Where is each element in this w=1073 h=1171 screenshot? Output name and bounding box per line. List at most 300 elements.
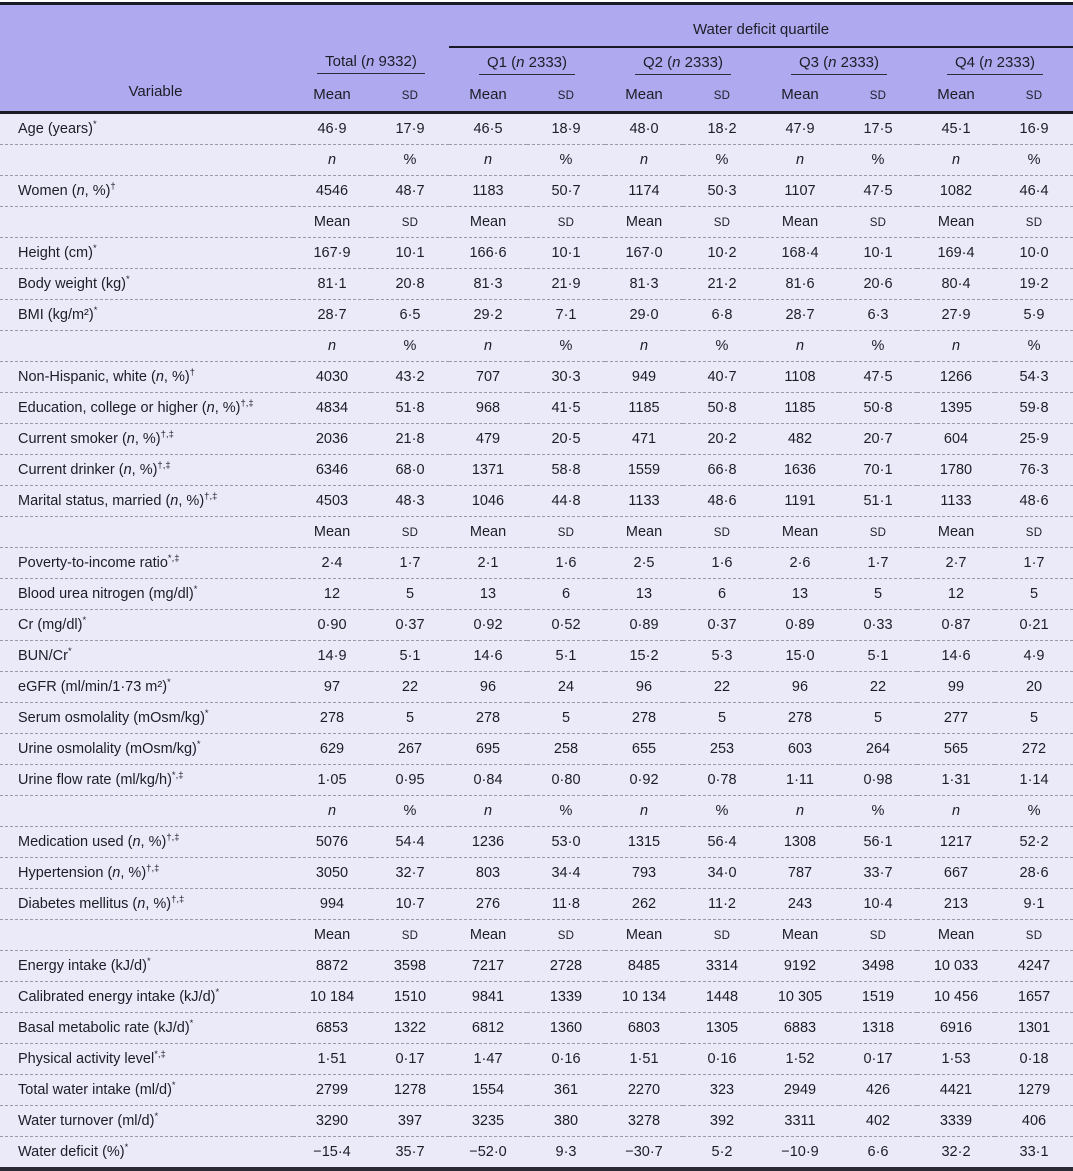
cell-value: 258 <box>553 741 579 757</box>
footnote-marker: * <box>124 1142 129 1154</box>
cell-value: 20·6 <box>863 276 893 292</box>
cell-value: 10·1 <box>551 245 581 261</box>
row-label: Current drinker (n, %)†,‡ <box>18 460 171 478</box>
cell-value: 1519 <box>861 989 895 1005</box>
cell-value: 32·2 <box>941 1144 971 1160</box>
cell-value: 1·7 <box>399 555 421 571</box>
cell-value: 0·33 <box>863 617 893 633</box>
cell-value: 22 <box>713 679 731 695</box>
cell-value: 0·92 <box>629 772 659 788</box>
cell-value: 48·3 <box>395 493 425 509</box>
cell-value: 0·16 <box>707 1051 737 1067</box>
table-row <box>0 641 1073 672</box>
cell-value: 1191 <box>784 493 816 509</box>
cell-value: 5 <box>1029 710 1039 726</box>
table-row <box>0 424 1073 455</box>
cell-value: 1308 <box>783 834 817 850</box>
cell-value: 20 <box>1025 679 1043 695</box>
cell-value: 96 <box>479 679 497 695</box>
cell-value: 21·2 <box>707 276 737 292</box>
cell-value: 18·2 <box>707 121 737 137</box>
cell-value: 1559 <box>627 462 661 478</box>
cell-value: 97 <box>323 679 341 695</box>
cell-value: 1395 <box>939 400 973 416</box>
cell-value: 4503 <box>315 493 349 509</box>
sub-header-blank <box>0 517 293 548</box>
cell-value: 6883 <box>783 1020 817 1036</box>
cell-value: 278 <box>319 710 345 726</box>
cell-value: 0·92 <box>473 617 503 633</box>
table-row <box>0 486 1073 517</box>
cell-value: 5·2 <box>711 1144 733 1160</box>
cell-value: 479 <box>475 431 501 447</box>
footnote-marker: * <box>171 1080 176 1092</box>
cell-value: 166·6 <box>469 245 507 261</box>
cell-value: 243 <box>787 896 813 912</box>
cell-value: 3311 <box>784 1113 816 1129</box>
cell-value: 10 305 <box>777 989 823 1005</box>
table-row <box>0 1044 1073 1075</box>
cell-value: 46·5 <box>473 121 503 137</box>
cell-value: 169·4 <box>937 245 975 261</box>
footnote-marker: * <box>196 739 201 751</box>
cell-value: 6916 <box>939 1020 973 1036</box>
cell-value: 0·84 <box>473 772 503 788</box>
column-header-row <box>0 78 1073 113</box>
sub-header-blank <box>0 207 293 238</box>
cell-value: 667 <box>943 865 969 881</box>
table-row <box>0 1137 1073 1170</box>
table-row <box>0 455 1073 486</box>
table-row <box>0 858 1073 889</box>
cell-value: 5 <box>561 710 571 726</box>
row-label: Calibrated energy intake (kJ/d)* <box>18 987 220 1005</box>
cell-value: 1339 <box>549 989 583 1005</box>
sub-header-cell: SD <box>713 930 731 942</box>
cell-value: 46·9 <box>317 121 347 137</box>
table-row <box>0 176 1073 207</box>
cell-value: 1082 <box>939 183 973 199</box>
row-label: Body weight (kg)* <box>18 274 130 292</box>
cell-value: 1360 <box>549 1020 583 1036</box>
sub-header-cell: Mean <box>313 927 351 943</box>
cell-value: 15·0 <box>785 648 815 664</box>
cell-value: 5·1 <box>867 648 889 664</box>
cell-value: 68·0 <box>395 462 425 478</box>
footnote-marker: †,‡ <box>240 398 254 410</box>
footnote-marker: * <box>154 1111 159 1123</box>
sub-header-cell: Mean <box>625 214 663 230</box>
cell-value: 6853 <box>315 1020 349 1036</box>
cell-value: 264 <box>865 741 891 757</box>
cell-value: 47·5 <box>863 369 893 385</box>
sub-header-cell: Mean <box>313 214 351 230</box>
row-label: BMI (kg/m²)* <box>18 305 98 323</box>
cell-value: 2·1 <box>477 555 499 571</box>
table-row <box>0 765 1073 796</box>
cell-value: 54·4 <box>395 834 425 850</box>
row-label: Current smoker (n, %)†,‡ <box>18 429 174 447</box>
cell-value: 0·90 <box>317 617 347 633</box>
sub-header-cell: n <box>795 803 805 819</box>
cell-value: 34·4 <box>551 865 581 881</box>
cell-value: 15·2 <box>629 648 659 664</box>
cell-value: −30·7 <box>625 1144 663 1160</box>
sub-header-row <box>0 145 1073 176</box>
sub-header-cell: % <box>1027 338 1041 354</box>
cell-value: 54·3 <box>1019 369 1049 385</box>
cell-value: 20·8 <box>395 276 425 292</box>
cell-value: 80·4 <box>941 276 971 292</box>
table-header <box>0 4 1073 113</box>
table-row <box>0 113 1073 145</box>
cell-value: 1217 <box>939 834 973 850</box>
table-row <box>0 703 1073 734</box>
cell-value: 20·5 <box>551 431 581 447</box>
cell-value: 6·8 <box>711 307 733 323</box>
cell-value: 471 <box>631 431 657 447</box>
cell-value: 3050 <box>315 865 349 881</box>
sub-header-cell: Mean <box>313 524 351 540</box>
column-group-header-3 <box>761 47 917 78</box>
footnote-marker: *,‡ <box>154 1049 166 1061</box>
sub-header-row <box>0 796 1073 827</box>
cell-value: 1·52 <box>785 1051 815 1067</box>
sub-header-cell: n <box>483 338 493 354</box>
group-label: Total (n 9332) <box>317 51 425 74</box>
cell-value: 70·1 <box>863 462 893 478</box>
table-row <box>0 269 1073 300</box>
sub-header-cell: % <box>403 152 417 168</box>
footnote-marker: †,‡ <box>160 429 174 441</box>
footnote-marker: * <box>146 956 151 968</box>
cell-value: 43·2 <box>395 369 425 385</box>
cell-value: 50·8 <box>863 400 893 416</box>
cell-value: 5 <box>873 586 883 602</box>
table-row <box>0 579 1073 610</box>
cell-value: 1·7 <box>867 555 889 571</box>
table-row <box>0 300 1073 331</box>
cell-value: 1185 <box>628 400 660 416</box>
cell-value: 0·18 <box>1019 1051 1049 1067</box>
cell-value: 0·21 <box>1019 617 1049 633</box>
cell-value: 50·3 <box>707 183 737 199</box>
cell-value: 0·37 <box>395 617 425 633</box>
cell-value: 81·3 <box>473 276 503 292</box>
cell-value: 1279 <box>1017 1082 1051 1098</box>
cell-value: 1318 <box>861 1020 895 1036</box>
cell-value: 397 <box>397 1113 423 1129</box>
cell-value: 0·95 <box>395 772 425 788</box>
cell-value: 10·4 <box>863 896 893 912</box>
cell-value: 0·89 <box>629 617 659 633</box>
cell-value: 66·8 <box>707 462 737 478</box>
cell-value: 994 <box>319 896 345 912</box>
footnote-marker: † <box>189 367 195 379</box>
cell-value: 1510 <box>393 989 427 1005</box>
cell-value: 27·9 <box>941 307 971 323</box>
cell-value: 59·8 <box>1019 400 1049 416</box>
cell-value: 629 <box>319 741 345 757</box>
footnote-marker: †,‡ <box>146 863 160 875</box>
cell-value: 53·0 <box>551 834 581 850</box>
cell-value: 28·6 <box>1019 865 1049 881</box>
mean-column-header: Mean <box>761 78 839 113</box>
cell-value: 5 <box>717 710 727 726</box>
cell-value: 47·9 <box>785 121 815 137</box>
cell-value: 10·7 <box>395 896 425 912</box>
cell-value: 4·9 <box>1023 648 1045 664</box>
footnote-marker: * <box>215 987 220 999</box>
table-row <box>0 393 1073 424</box>
cell-value: 1·11 <box>786 772 814 788</box>
cell-value: 1185 <box>784 400 816 416</box>
cell-value: 1780 <box>939 462 973 478</box>
cell-value: 48·6 <box>1019 493 1049 509</box>
row-label: Marital status, married (n, %)†,‡ <box>18 491 218 509</box>
row-label: Age (years)* <box>18 119 97 137</box>
cell-value: 9·1 <box>1023 896 1045 912</box>
cell-value: 323 <box>709 1082 735 1098</box>
footnote-marker: †,‡ <box>204 491 218 503</box>
cell-value: 4421 <box>939 1082 973 1098</box>
cell-value: 13 <box>791 586 809 602</box>
sub-header-cell: n <box>951 338 961 354</box>
sub-header-cell: SD <box>557 527 575 539</box>
cell-value: 2036 <box>315 431 349 447</box>
cell-value: 0·78 <box>707 772 737 788</box>
sd-column-header: SD <box>683 78 761 113</box>
cell-value: 10 033 <box>933 958 979 974</box>
table-row <box>0 951 1073 982</box>
sub-header-cell: Mean <box>937 214 975 230</box>
cell-value: 13 <box>479 586 497 602</box>
cell-value: 30·3 <box>551 369 581 385</box>
column-group-header-2 <box>605 47 761 78</box>
sub-header-cell: n <box>795 152 805 168</box>
sub-header-cell: SD <box>401 930 419 942</box>
cell-value: 0·89 <box>785 617 815 633</box>
spanner-row <box>0 4 1073 48</box>
table-row <box>0 734 1073 765</box>
cell-value: 25·9 <box>1019 431 1049 447</box>
row-label: Education, college or higher (n, %)†,‡ <box>18 398 254 416</box>
cell-value: 1322 <box>393 1020 427 1036</box>
cell-value: 19·2 <box>1019 276 1049 292</box>
cell-value: 10·1 <box>863 245 893 261</box>
sub-header-cell: n <box>951 152 961 168</box>
row-label: Physical activity level*,‡ <box>18 1049 166 1067</box>
cell-value: 9841 <box>471 989 505 1005</box>
cell-value: 1266 <box>939 369 973 385</box>
sub-header-cell: % <box>1027 152 1041 168</box>
cell-value: 4834 <box>315 400 349 416</box>
cell-value: 32·7 <box>395 865 425 881</box>
cell-value: 6·5 <box>399 307 421 323</box>
cell-value: 2·4 <box>321 555 343 571</box>
cell-value: 277 <box>943 710 969 726</box>
cell-value: 402 <box>865 1113 891 1129</box>
cell-value: 50·8 <box>707 400 737 416</box>
cell-value: 406 <box>1021 1113 1047 1129</box>
table-row <box>0 672 1073 703</box>
table-row <box>0 362 1073 393</box>
variable-column-header: Variable <box>0 78 293 113</box>
baseline-characteristics-table <box>0 2 1073 1171</box>
sd-column-header: SD <box>371 78 449 113</box>
cell-value: 2728 <box>549 958 583 974</box>
cell-value: 1·14 <box>1019 772 1049 788</box>
footnote-marker: * <box>93 305 98 317</box>
cell-value: 11·8 <box>552 896 580 912</box>
cell-value: 17·9 <box>395 121 425 137</box>
cell-value: 707 <box>475 369 501 385</box>
cell-value: −15·4 <box>313 1144 351 1160</box>
cell-value: 1·6 <box>555 555 577 571</box>
footnote-marker: * <box>92 243 97 255</box>
sub-header-cell: n <box>639 803 649 819</box>
group-label: Q3 (n 2333) <box>791 52 887 75</box>
mean-column-header: Mean <box>917 78 995 113</box>
sub-header-cell: % <box>1027 803 1041 819</box>
row-label: eGFR (ml/min/1·73 m²)* <box>18 677 171 695</box>
row-label: Urine flow rate (ml/kg/h)*,‡ <box>18 770 184 788</box>
cell-value: 2949 <box>783 1082 817 1098</box>
sub-header-blank <box>0 145 293 176</box>
cell-value: 276 <box>475 896 501 912</box>
cell-value: 13 <box>635 586 653 602</box>
cell-value: 41·5 <box>551 400 581 416</box>
cell-value: 34·0 <box>707 865 737 881</box>
cell-value: 1236 <box>471 834 505 850</box>
sub-header-cell: % <box>871 152 885 168</box>
cell-value: 253 <box>709 741 735 757</box>
cell-value: 3290 <box>315 1113 349 1129</box>
sub-header-cell: % <box>403 338 417 354</box>
sub-header-cell: % <box>715 152 729 168</box>
cell-value: 968 <box>475 400 501 416</box>
cell-value: 96 <box>791 679 809 695</box>
cell-value: 5·3 <box>711 648 733 664</box>
row-label: Poverty-to-income ratio*,‡ <box>18 553 180 571</box>
table-row <box>0 610 1073 641</box>
cell-value: 1·05 <box>317 772 347 788</box>
sub-header-row <box>0 207 1073 238</box>
row-label: Women (n, %)† <box>18 181 116 199</box>
cell-value: 6·6 <box>867 1144 889 1160</box>
cell-value: 7·1 <box>555 307 577 323</box>
sub-header-blank <box>0 331 293 362</box>
sub-header-cell: n <box>951 803 961 819</box>
cell-value: 8872 <box>315 958 349 974</box>
cell-value: 267 <box>397 741 423 757</box>
sub-header-cell: % <box>559 152 573 168</box>
row-label: Water deficit (%)* <box>18 1142 129 1160</box>
footnote-marker: * <box>92 119 97 131</box>
cell-value: 2·6 <box>789 555 811 571</box>
cell-value: 22 <box>401 679 419 695</box>
cell-value: 6 <box>717 586 727 602</box>
cell-value: 6·3 <box>867 307 889 323</box>
cell-value: 1133 <box>628 493 660 509</box>
cell-value: 5 <box>873 710 883 726</box>
sub-header-cell: SD <box>869 930 887 942</box>
cell-value: 565 <box>943 741 969 757</box>
cell-value: 1·51 <box>317 1051 347 1067</box>
cell-value: 47·5 <box>863 183 893 199</box>
sub-header-cell: Mean <box>937 927 975 943</box>
cell-value: −52·0 <box>469 1144 507 1160</box>
cell-value: 603 <box>787 741 813 757</box>
cell-value: 262 <box>631 896 657 912</box>
cell-value: 28·7 <box>317 307 347 323</box>
row-label: Total water intake (ml/d)* <box>18 1080 176 1098</box>
cell-value: 16·9 <box>1019 121 1049 137</box>
cell-value: 1183 <box>472 183 504 199</box>
cell-value: 0·17 <box>863 1051 893 1067</box>
footnote-marker: * <box>67 646 72 658</box>
cell-value: 1371 <box>471 462 505 478</box>
cell-value: 6812 <box>471 1020 505 1036</box>
cell-value: 0·52 <box>551 617 581 633</box>
cell-value: 0·98 <box>863 772 893 788</box>
cell-value: 18·9 <box>551 121 581 137</box>
row-label: Diabetes mellitus (n, %)†,‡ <box>18 894 185 912</box>
cell-value: 6803 <box>627 1020 661 1036</box>
cell-value: 3314 <box>705 958 739 974</box>
cell-value: 1108 <box>784 369 816 385</box>
sub-header-cell: Mean <box>625 524 663 540</box>
row-label: Height (cm)* <box>18 243 97 261</box>
row-label: Serum osmolality (mOsm/kg)* <box>18 708 209 726</box>
cell-value: 0·37 <box>707 617 737 633</box>
footnote-marker: †,‡ <box>171 894 185 906</box>
cell-value: 5 <box>405 710 415 726</box>
cell-value: 51·8 <box>395 400 425 416</box>
sub-header-cell: Mean <box>625 927 663 943</box>
cell-value: 9·3 <box>555 1144 577 1160</box>
cell-value: 5·1 <box>555 648 577 664</box>
cell-value: 17·5 <box>863 121 893 137</box>
cell-value: 278 <box>631 710 657 726</box>
cell-value: 10 184 <box>309 989 355 1005</box>
cell-value: 3598 <box>393 958 427 974</box>
column-group-header-4 <box>917 47 1073 78</box>
sub-header-cell: SD <box>557 217 575 229</box>
footnote-marker: * <box>126 274 130 286</box>
cell-value: 96 <box>635 679 653 695</box>
cell-value: 33·7 <box>863 865 893 881</box>
sub-header-cell: % <box>715 338 729 354</box>
cell-value: 10·2 <box>707 245 737 261</box>
cell-value: 6 <box>561 586 571 602</box>
cell-value: 8485 <box>627 958 661 974</box>
cell-value: 0·87 <box>941 617 971 633</box>
cell-value: 361 <box>553 1082 579 1098</box>
cell-value: 482 <box>787 431 813 447</box>
sub-header-cell: SD <box>401 217 419 229</box>
table-row <box>0 889 1073 920</box>
sub-header-cell: n <box>483 152 493 168</box>
cell-value: 1·53 <box>941 1051 971 1067</box>
row-label: BUN/Cr* <box>18 646 72 664</box>
sub-header-cell: Mean <box>781 524 819 540</box>
sub-header-cell: % <box>871 338 885 354</box>
sub-header-cell: SD <box>401 527 419 539</box>
cell-value: 1·31 <box>941 772 971 788</box>
cell-value: 10 134 <box>621 989 667 1005</box>
cell-value: 11·2 <box>708 896 736 912</box>
